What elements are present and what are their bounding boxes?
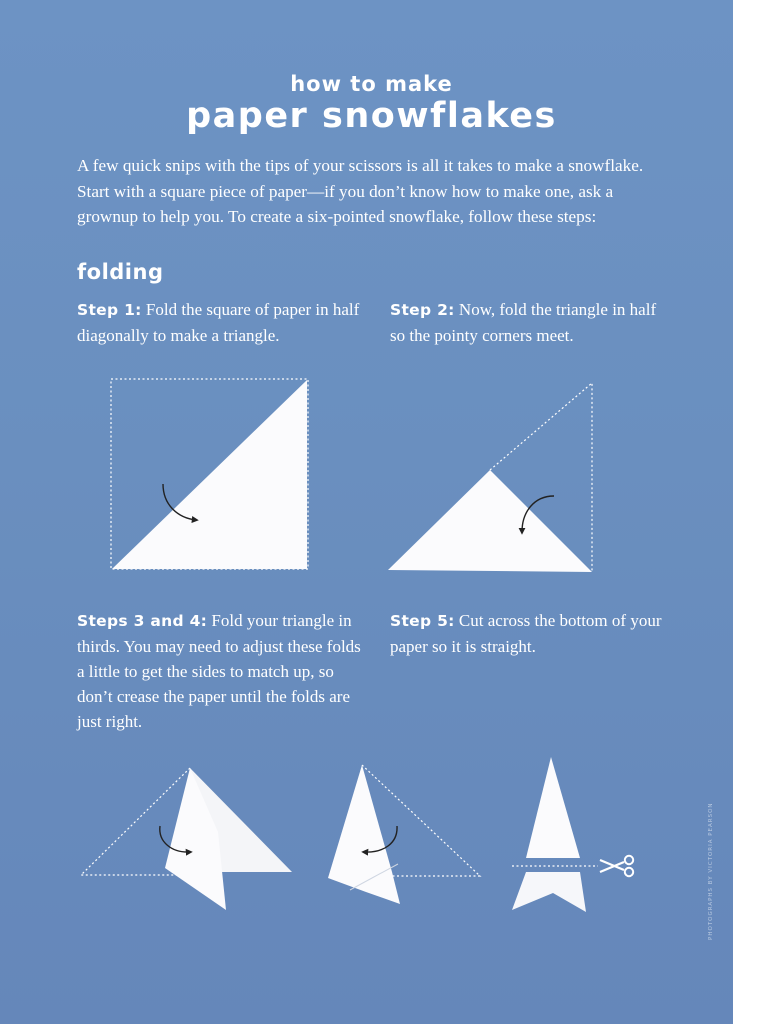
step-4-paper — [328, 765, 400, 904]
step-5-text: Cut across the bottom of your paper so it is straight. — [390, 611, 662, 656]
section-heading-folding: folding — [77, 260, 164, 284]
step-4-illustration — [328, 765, 480, 904]
step-1-illustration — [111, 379, 308, 569]
step-3-4-text: Fold your triangle in thirds. You may need to adjust these folds a little to get the sides to match up, so don’t crease the paper until the folds are just right. — [77, 611, 361, 731]
step-3-4-label: Steps 3 and 4: — [77, 612, 208, 630]
step-2-text: Now, fold the triangle in half so the pointy corners meet. — [390, 300, 657, 345]
step-5-paper-bottom — [512, 872, 586, 912]
step-5-paper-top — [526, 757, 580, 858]
scissors-icon — [600, 856, 633, 876]
step-5-illustration — [512, 757, 633, 912]
step-2-label: Step 2: — [390, 301, 455, 319]
step-2-paper — [388, 470, 592, 572]
step-2-illustration — [388, 383, 592, 572]
page-kicker: how to make — [290, 72, 453, 96]
step-3-paper — [165, 768, 226, 910]
page-title: paper snowflakes — [186, 96, 557, 136]
step-1-text: Fold the square of paper in half diagonally to make a triangle. — [77, 300, 360, 345]
photo-credit: PHOTOGRAPHS BY VICTORIA PEARSON — [708, 802, 714, 940]
intro-paragraph: A few quick snips with the tips of your scissors is all it takes to make a snowflake. Start with a square piece of paper—if you don’t know how to make one, ask a grownup to help you. To create a six-pointed snowflake, follow these steps: — [77, 156, 644, 226]
step-5-label: Step 5: — [390, 612, 455, 630]
step-3-illustration — [81, 768, 292, 910]
step-1-paper — [112, 380, 307, 569]
step-1-label: Step 1: — [77, 301, 142, 319]
